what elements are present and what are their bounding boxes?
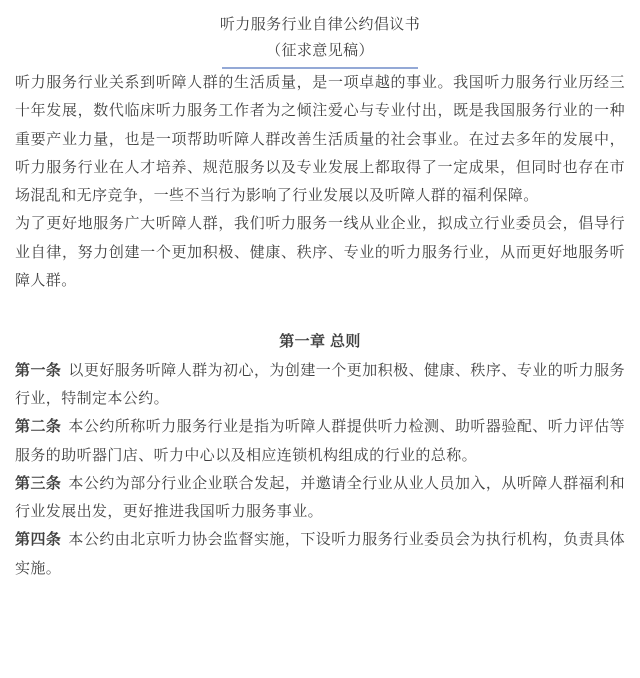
- article-2-label: 第二条: [15, 418, 62, 436]
- document-title: 听力服务行业自律公约倡议书: [219, 16, 421, 33]
- chapter-heading: 第一章 总则: [279, 333, 361, 351]
- article-1-text: 以更好服务听障人群为初心，为创建一个更加积极、健康、秩序、专业的听力服务行业，特制定本公约。: [15, 361, 625, 407]
- article-2: [15, 413, 625, 470]
- article-3: [15, 470, 625, 527]
- document-subtitle: （征求意见稿）: [266, 42, 374, 59]
- article-4-label: 第四条: [15, 531, 62, 549]
- article-1: [15, 357, 625, 414]
- article-4: [15, 526, 625, 583]
- preamble-paragraph-2: 为了更好地服务广大听障人群，我们听力服务一线从业企业，拟成立行业委员会，倡导行业自律，努力创建一个更加积极、健康、秩序、专业的听力服务行业，从而更好地服务听障人群。: [15, 215, 625, 290]
- article-3-text: 本公约为部分行业企业联合发起，并邀请全行业从业人员加入，从听障人群福利和行业发展出发，更好推进我国听力服务事业。: [15, 474, 625, 521]
- preamble-paragraph-1: 听力服务行业关系到听障人群的生活质量，是一项卓越的事业。我国听力服务行业历经三十年发展，数代临床听力服务工作者为之倾注爱心与专业付出，既是我国服务行业的一种重要产业力量，也是一项帮助听障人群改善生活质量的社会事业。在过去多年的发展中，听力服务行业在人才培养、规范服务以及专业发展上都取得了一定成果，但同时也存在市场混乱和无序竞争，一些不当行为影响了行业发展以及听障人群的福利保障。: [15, 74, 625, 205]
- article-2-text: 本公约所称听力服务行业是指为听障人群提供听力检测、助听器验配、听力评估等服务的助听器门店、听力中心以及相应连锁机构组成的行业的总称。: [15, 418, 625, 464]
- article-4-text: 本公约由北京听力协会监督实施，下设听力服务行业委员会为执行机构，负责具体实施。: [15, 531, 625, 577]
- article-3-label: 第三条: [15, 474, 62, 492]
- article-1-label: 第一条: [15, 361, 62, 379]
